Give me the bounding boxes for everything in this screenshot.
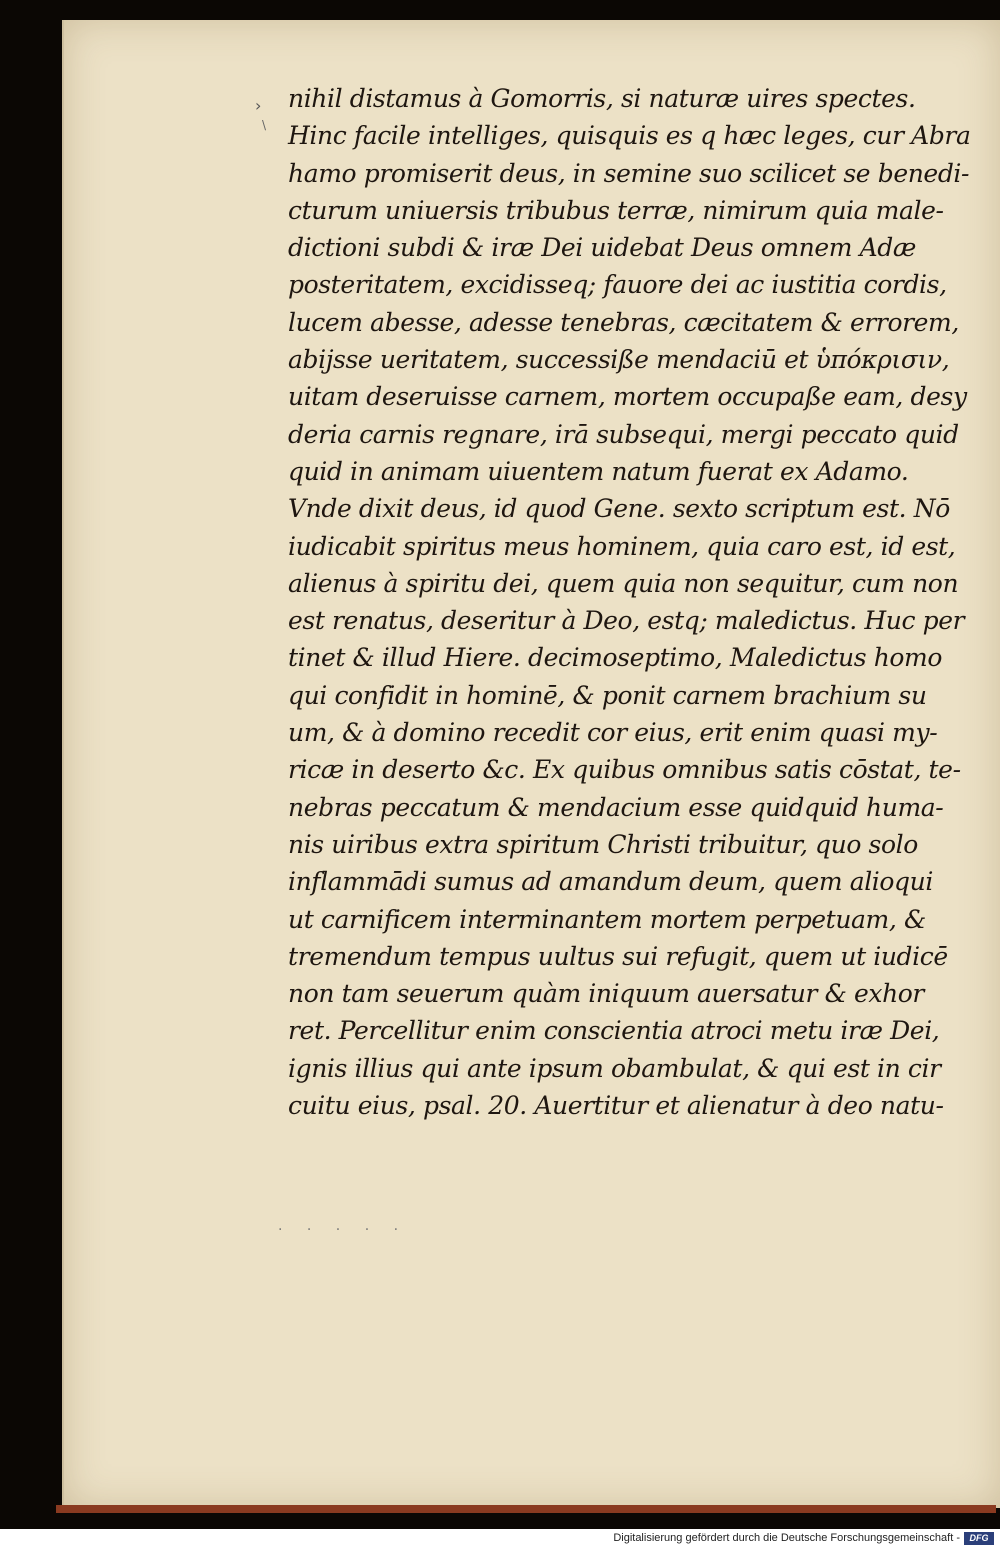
text-line: alienus à spiritu dei, quem quia non sequitur, cum non <box>288 568 959 598</box>
text-line: ut carnificem interminantem mortem perpetuam, & <box>288 904 926 934</box>
text-line: cuitu eius, psal. 20. Auertitur et alienatur à deo natu- <box>288 1091 944 1121</box>
text-line: cturum uniuersis tribubus terræ, nimirum quia male- <box>288 195 944 225</box>
text-line: quid in animam uiuentem natum fuerat ex Adamo. <box>288 456 909 486</box>
text-line: non tam seuerum quàm iniquum auersatur & exhor <box>288 979 924 1009</box>
text-line: ret. Percellitur enim conscientia atroci metu iræ Dei, <box>288 1016 940 1046</box>
text-line: tinet & illud Hiere. decimoseptimo, Maledictus homo <box>288 643 943 673</box>
text-line: iudicabit spiritus meus hominem, quia caro est, id est, <box>288 531 956 561</box>
text-line: nis uiribus extra spiritum Christi tribuitur, quo solo <box>288 829 918 859</box>
text-line: posteritatem, excidisseq; fauore dei ac iustitia cordis, <box>288 270 947 300</box>
text-line: lucem abesse, adesse tenebras, cæcitatem & errorem, <box>288 307 959 337</box>
text-line: hamo promiserit deus, in semine suo scilicet se benedi- <box>288 158 970 188</box>
text-line: deria carnis regnare, irā subsequi, mergi peccato quid <box>288 419 959 449</box>
text-line: inflammādi sumus ad amandum deum, quem alioqui <box>288 867 933 897</box>
text-line: Vnde dixit deus, id quod Gene. sexto scriptum est. Nō <box>288 494 950 524</box>
text-line: uitam deseruisse carnem, mortem occupaße eam, desy <box>288 382 967 412</box>
page-edge <box>56 1505 996 1513</box>
text-line: abijsse ueritatem, successiße mendaciū et ὑπόκρισιν, <box>288 345 950 375</box>
text-line: nihil distamus à Gomorris, si naturæ uires spectes. <box>288 84 916 113</box>
text-line: ignis illius qui ante ipsum obambulat, & qui est in cir <box>288 1053 941 1083</box>
text-block <box>288 80 971 1124</box>
text-line: tremendum tempus uultus sui refugit, quem ut iudicē <box>288 941 948 971</box>
text-line: um, & à domino recedit cor eius, erit enim quasi my- <box>288 718 938 748</box>
footer-credit: Digitalisierung gefördert durch die Deutsche Forschungsgemeinschaft - <box>613 1532 960 1544</box>
text-line: qui confidit in hominē, & ponit carnem brachium su <box>288 680 927 710</box>
digitization-footer <box>0 1529 1000 1549</box>
text-line: Hinc facile intelliges, quisquis es q hæc leges, cur Abra <box>288 121 971 151</box>
margin-mark: › <box>255 96 262 115</box>
text-line: nebras peccatum & mendacium esse quidquid huma- <box>288 792 944 822</box>
text-line: dictioni subdi & iræ Dei uidebat Deus omnem Adæ <box>288 233 916 263</box>
text-line: est renatus, deseritur à Deo, estq; maledictus. Huc per <box>288 606 965 636</box>
margin-mark: \ <box>262 118 267 132</box>
ink-specks: · · · · · <box>278 1222 409 1238</box>
text-line: ricæ in deserto &c. Ex quibus omnibus satis cōstat, te- <box>288 755 961 785</box>
dfg-logo-icon: DFG <box>964 1532 994 1545</box>
